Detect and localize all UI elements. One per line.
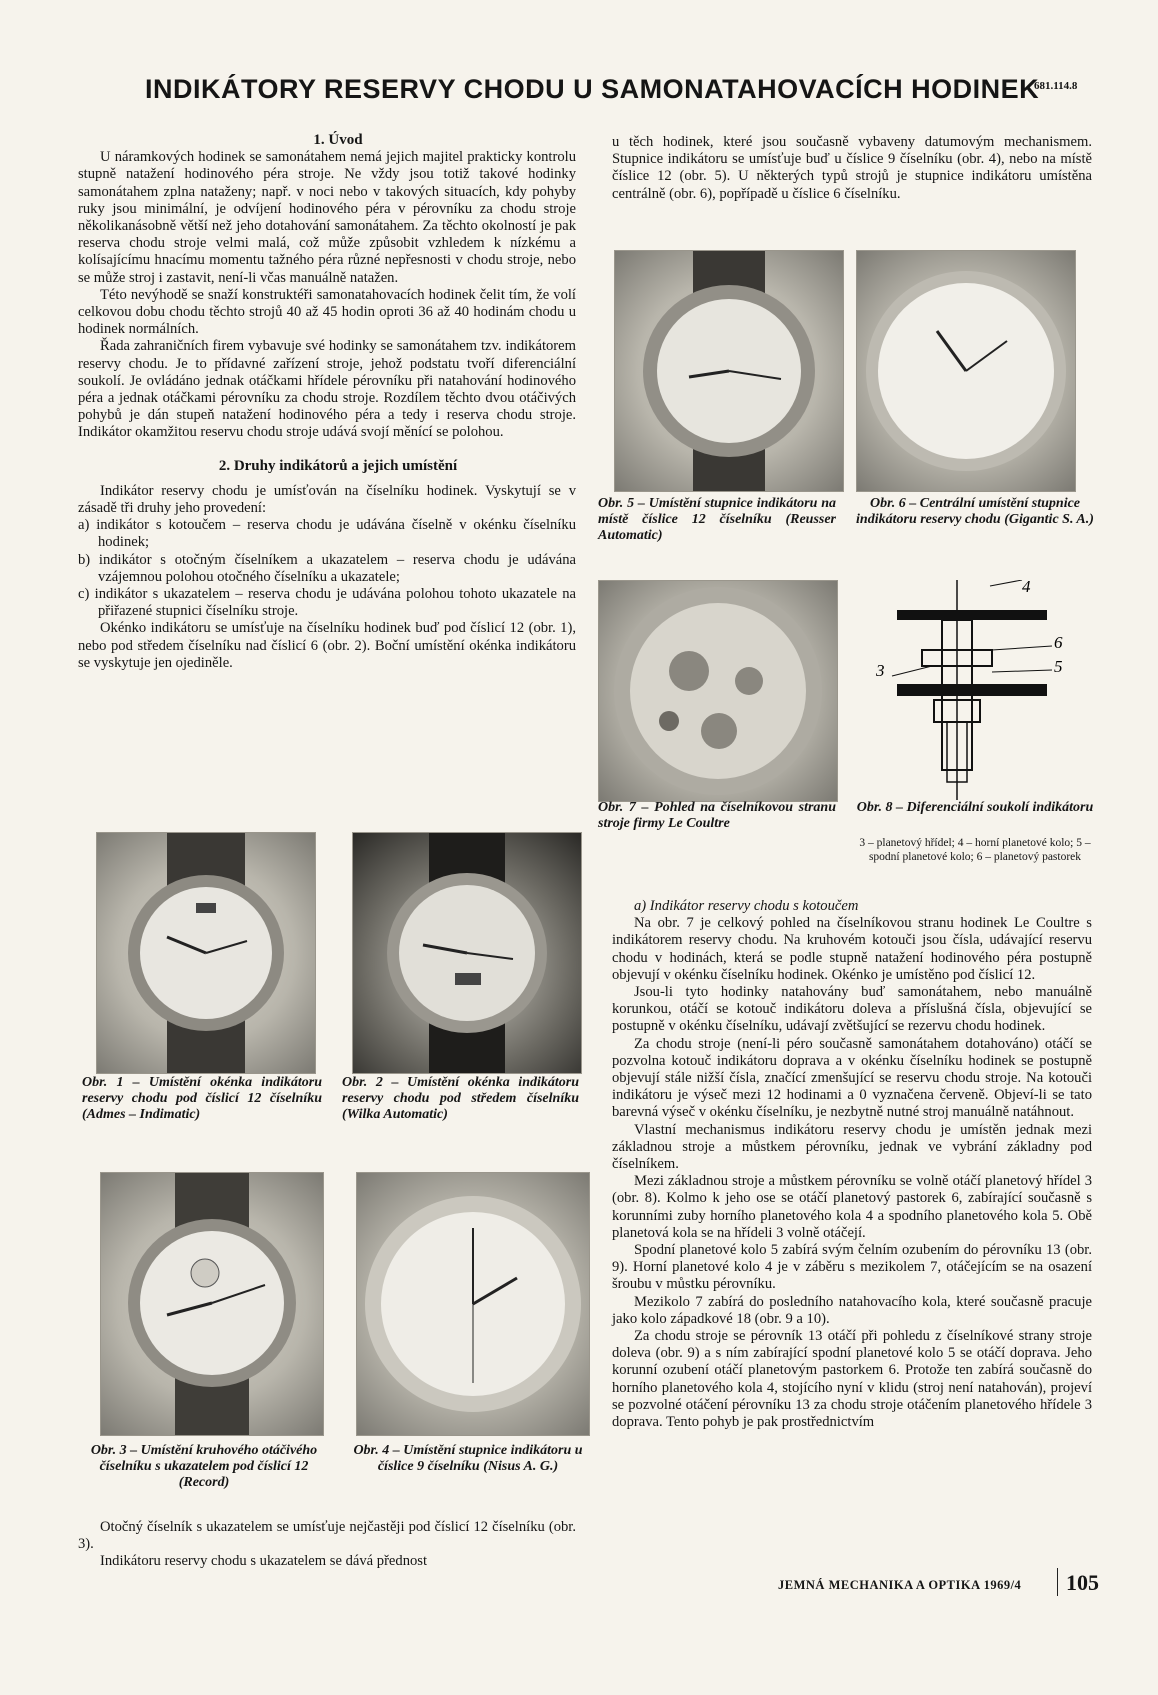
wristwatch-image bbox=[615, 251, 843, 491]
wristwatch-image bbox=[101, 1173, 323, 1435]
left-column bbox=[78, 132, 576, 672]
figure-2-caption: Obr. 2 – Umístění okénka indikátoru reservy chodu pod středem číselníku (Wilka Automatic) bbox=[342, 1075, 579, 1122]
movement-image bbox=[599, 581, 837, 801]
figure-8-caption: Obr. 8 – Diferenciální soukolí indikátoru bbox=[856, 800, 1094, 815]
classification-code: 681.114.8 bbox=[1034, 80, 1078, 92]
figure-7-photo bbox=[598, 580, 838, 802]
paragraph: Jsou-li tyto hodinky natahovány buď samonátahem, nebo manuálně korunkou, otáčí se kotouč indikátoru doleva a příslušná čísla, objevující se postupně v okénku číselníku, udávají zvětšující se rezervu chodu hodinek. bbox=[612, 984, 1092, 1035]
paragraph: Spodní planetové kolo 5 zabírá svým čelním ozubením do pérovníku 13 (obr. 9). Horní planetové kolo 4 je v záběru s mezikolem 7, otáčejícím se na osazení šroubu v můstku pérovníku. bbox=[612, 1242, 1092, 1293]
subsection-heading: a) Indikátor reservy chodu s kotoučem bbox=[634, 898, 859, 914]
figure-3-photo bbox=[100, 1172, 324, 1436]
figure-6-caption: Obr. 6 – Centrální umístění stupnice indikátoru reservy chodu (Gigantic S. A.) bbox=[856, 496, 1094, 527]
paragraph: Otočný číselník s ukazatelem se umísťuje nejčastěji pod číslicí 12 číselníku (obr. 3). bbox=[78, 1519, 576, 1553]
paragraph: Indikátoru reservy chodu s ukazatelem se dává přednost bbox=[100, 1553, 428, 1570]
magazine-name: JEMNÁ MECHANIKA A OPTIKA 1969/4 bbox=[778, 1578, 1022, 1592]
section-heading-types: 2. Druhy indikátorů a jejich umístění bbox=[218, 457, 458, 474]
figure-2-photo bbox=[352, 832, 582, 1074]
paragraph: Okénko indikátoru se umísťuje na číselníku hodinek buď pod číslicí 12 (obr. 1), nebo pod středem číselníku nad číslicí 6 (obr. 2). Boční umístění okénka indikátoru se vyskytuje jen ojediněle. bbox=[78, 620, 576, 671]
figure-8-diagram bbox=[862, 580, 1092, 800]
figure-6-photo bbox=[856, 250, 1076, 492]
figure-1-caption: Obr. 1 – Umístění okénka indikátoru reservy chodu pod číslicí 12 číselníku (Admes – Indimatic) bbox=[82, 1075, 322, 1122]
right-column-top bbox=[612, 134, 1092, 203]
paragraph: Této nevýhodě se snaží konstruktéři samonatahovacích hodinek čelit tím, že volí celkovou dobu chodu těchto strojů 40 až 45 hodin oproti 36 až 40 hodinám chodu u hodinek normálních. bbox=[78, 286, 576, 338]
right-column-main bbox=[612, 898, 1092, 1431]
figure-3-caption: Obr. 3 – Umístění kruhového otáčivého číselníku s ukazatelem pod číslicí 12 (Record) bbox=[90, 1443, 318, 1490]
figure-4-photo bbox=[356, 1172, 590, 1436]
paragraph: Indikátor reservy chodu je umísťován na číselníku hodinek. Vyskytují se v zásadě tři druhy jeho provedení: bbox=[78, 482, 576, 517]
list-item: c) indikátor s ukazatelem – reserva chodu je udávána polohou tohoto ukazatele na přiřazené stupnici číselníku stroje. bbox=[78, 586, 576, 620]
footer-divider bbox=[1057, 1568, 1058, 1596]
list-item: b) indikátor s otočným číselníkem a ukazatelem – reserva chodu je udávána vzájemnou polohou otočného číselníku a ukazatele; bbox=[78, 551, 576, 585]
label-5: 5 bbox=[1054, 657, 1063, 676]
figure-5-photo bbox=[614, 250, 844, 492]
figure-8-legend: 3 – planetový hřídel; 4 – horní planetové kolo; 5 – spodní planetové kolo; 6 – planetový pastorek bbox=[859, 837, 1091, 863]
label-4: 4 bbox=[1022, 580, 1031, 596]
paragraph: u těch hodinek, které jsou současně vybaveny datumovým mechanismem. Stupnice indikátoru se umísťuje buď u číslice 9 číselníku (obr. 4), nebo na místě číslice 12 (obr. 5). U některých typů strojů je stupnice indikátoru umístěna centrálně (obr. 6), popřípadě u číslice 6 číselníku. bbox=[612, 134, 1092, 202]
paragraph: Za chodu stroje (není-li péro současně samonátahem dotahováno) otáčí se pozvolna kotouč indikátoru doprava a v okénku číselníku hodinek se postupně objevují stále nižší čísla, značící zmenšující se reservu chodu stroje. Na kotouči indikátoru je výseč mezi 12 hodinami a 0 vyznačena červeně. Objeví-li se tato barevná výseč v okénku číselníku, je nezbytně nutné stroj manuálně natáhnout. bbox=[612, 1035, 1092, 1121]
figure-1-photo bbox=[96, 832, 316, 1074]
paragraph: Mezikolo 7 zabírá do posledního natahovacího kola, které současně pracuje jako kolo západkové 18 (obr. 9 a 10). bbox=[612, 1293, 1092, 1327]
paragraph: Mezi základnou stroje a můstkem pérovníku se volně otáčí planetový hřídel 3 (obr. 8). Kolmo k jeho ose se otáčí planetový pastorek 6, zabírající současně s korunními zuby horního planetového kola 4 a spodního planetového kola 5. Obě planetová kola se na hřídeli 3 volně otáčejí. bbox=[612, 1173, 1092, 1241]
differential-gear-drawing bbox=[862, 580, 1092, 800]
wristwatch-image bbox=[857, 251, 1075, 491]
label-3: 3 bbox=[876, 661, 885, 680]
wristwatch-image bbox=[97, 833, 315, 1073]
wristwatch-image bbox=[357, 1173, 589, 1435]
label-6: 6 bbox=[1054, 633, 1063, 652]
article-title: INDIKÁTORY RESERVY CHODU U SAMONATAHOVACÍCH HODINEK bbox=[145, 74, 1040, 104]
paragraph: Na obr. 7 je celkový pohled na číselníkovou stranu hodinek Le Coultre s indikátorem reservy chodu. Na kruhovém kotouči jsou čísla, udávající reservu chodu v hodinách, která se podle stupně natažení hodinového péra postupně objevují v okénku číselníku hodinek. Okénko je umístěno pod číslicí 12. bbox=[612, 915, 1092, 983]
figure-5-caption: Obr. 5 – Umístění stupnice indikátoru na místě číslice 12 číselníku (Reusser Automatic) bbox=[598, 496, 836, 543]
section-heading-intro: 1. Úvod bbox=[313, 132, 363, 148]
figure-7-caption: Obr. 7 – Pohled na číselníkovou stranu stroje firmy Le Coultre bbox=[598, 800, 836, 831]
paragraph: U náramkových hodinek se samonátahem nemá jejich majitel prakticky kontrolu stupně natažení hodinového péra stroje. Ne vždy jsou totiž takové hodinky samonátahem zplna nataženy; např. v noci nebo v takových situacích, kdy pohyby ruky jsou minimální, je odvíjení hodinového péra v pérovníku za chodu stroje několikanásobně větší než jeho dotahování samonátahem. Za těchto okolností je pak reserva chodu stroje velmi malá, což může způsobit vzhledem k nízkému a kolísajícímu hnacímu momentu tažného péra různé nepřesnosti v chodu stroje, nebo se může stroj i zastavit, není-li včas manuálně natažen. bbox=[78, 149, 576, 286]
paragraph: Řada zahraničních firem vybavuje své hodinky se samonátahem tzv. indikátorem reservy chodu. Je to přídavné zařízení stroje, jehož podstatu tvoří diferenciální soukolí. Je ovládáno jednak otáčkami hřídele pérovníku při natahování hodinového péra a jednak otáčkami pérovníku za chodu stroje. Rozdílem těchto dvou otáčivých pohybů je dán stupeň natažení hodinového péra a tedy i reserva chodu stroje. Indikátor okamžitou reservu chodu stroje udává svojí měnící se polohou. bbox=[78, 338, 576, 441]
list-item: a) indikátor s kotoučem – reserva chodu je udávána číselně v okénku číselníku hodinek; bbox=[78, 517, 576, 551]
paragraph: Vlastní mechanismus indikátoru reservy chodu je umístěn jednak mezi základnou stroje a můstkem pérovníku, jednak ve vybrání základny pod číselníkem. bbox=[612, 1121, 1092, 1173]
paragraph: Za chodu stroje se pérovník 13 otáčí při pohledu z číselníkové strany stroje doleva (obr. 9) a s ním zabírající spodní planetové kolo 5 se otáčí doprava. Jeho korunní ozubení otáčí planetovým pastorkem 6. Protože ten zabírá současně do horního planetového kola 4, stojícího nyní v klidu (stroj není natahován), projeví se pozvolné otáčení pérovníku 13 za chodu stroje otáčením planetového hřídele 3 doprava. Tento pohyb je pak prostřednictvím bbox=[612, 1328, 1092, 1431]
page-number: 105 bbox=[1066, 1570, 1099, 1595]
wristwatch-image bbox=[353, 833, 581, 1073]
left-bottom-text bbox=[78, 1519, 576, 1571]
figure-4-caption: Obr. 4 – Umístění stupnice indikátoru u číslice 9 číselníku (Nisus A. G.) bbox=[353, 1443, 583, 1474]
